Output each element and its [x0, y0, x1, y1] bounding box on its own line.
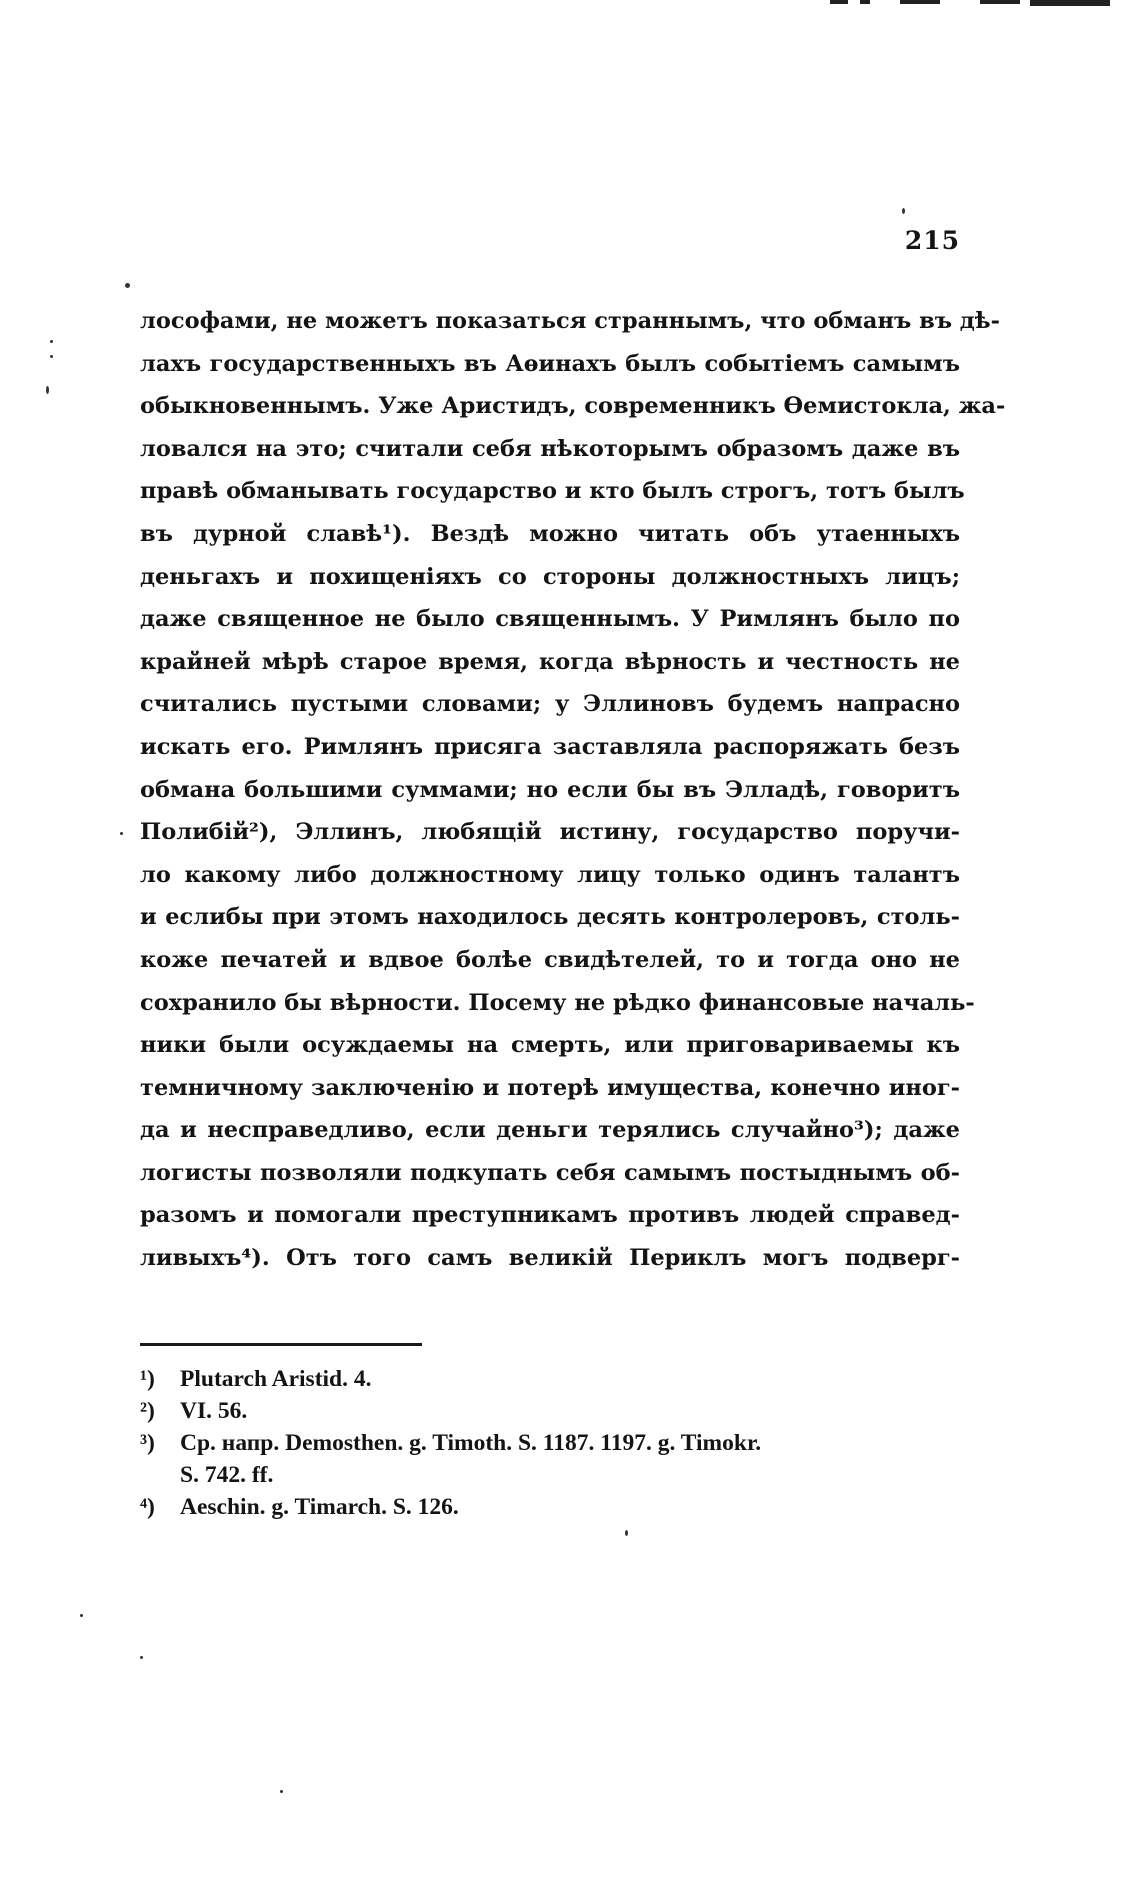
- scan-speck: [46, 386, 49, 394]
- text-line: правѣ обманывать государство и кто былъ строгъ, тотъ былъ: [140, 478, 965, 505]
- text-line: считались пустыми словами; у Эллиновъ будемъ напрасно: [140, 691, 960, 718]
- page-number: 215: [904, 226, 960, 255]
- footnote-text: Aeschin. g. Timarch. S. 126.: [180, 1494, 459, 1520]
- text-line: искать его. Римлянъ присяга заставляла распоряжать безъ: [140, 733, 960, 760]
- scan-speck: [625, 1530, 628, 1536]
- text-line: да и несправедливо, если деньги терялись случайно³); даже: [140, 1117, 960, 1144]
- footnote-mark: ²): [140, 1398, 155, 1424]
- text-line: сохранило бы вѣрности. Посему не рѣдко финансовые началь-: [140, 989, 975, 1016]
- footnote-text: VI. 56.: [180, 1398, 248, 1424]
- text-line: лософами, не можетъ показаться страннымъ, что обманъ въ дѣ-: [140, 308, 1000, 334]
- text-line: деньгахъ и похищенiяхъ со стороны должностныхъ лицъ;: [140, 563, 960, 590]
- footnote: [140, 1427, 960, 1459]
- footnote-continuation: [140, 1459, 960, 1491]
- scan-speck: [125, 283, 130, 288]
- text-line: и еслибы при этомъ находилось десять контролеровъ, столь-: [140, 904, 960, 931]
- text-line: крайней мѣрѣ старое время, когда вѣрность и честность не: [140, 648, 960, 675]
- footnote-mark: ⁴): [140, 1494, 155, 1520]
- text-line: обмана большими суммами; но если бы въ Элладѣ, говоритъ: [140, 776, 960, 803]
- text-line: лахъ государственныхъ въ Аѳинахъ былъ событiемъ самымъ: [140, 350, 960, 377]
- footnote-mark: ³): [140, 1430, 155, 1456]
- text-line: коже печатей и вдвое болѣе свидѣтелей, то и тогда оно не: [140, 946, 960, 973]
- text-line: въ дурной славѣ¹). Вездѣ можно читать объ утаенныхъ: [140, 520, 960, 547]
- footnote-text: Ср. напр. Demosthen. g. Timoth. S. 1187. 1197. g. Timokr.: [180, 1430, 762, 1456]
- text-line: разомъ и помогали преступникамъ противъ людей справед-: [140, 1202, 960, 1229]
- body-text: [140, 300, 1006, 1280]
- scan-speck: [140, 1656, 143, 1659]
- text-line: обыкновеннымъ. Уже Аристидъ, современникъ Ѳемистокла, жа-: [140, 393, 1006, 420]
- text-line: логисты позволяли подкупать себя самымъ постыднымъ об-: [140, 1159, 960, 1186]
- scan-speck: [50, 355, 53, 358]
- text-line: темничному заключенiю и потерѣ имущества, конечно иног-: [140, 1074, 960, 1101]
- footnote: [140, 1395, 960, 1427]
- scan-edge-mark: [830, 0, 1120, 8]
- footnote: [140, 1491, 960, 1523]
- footnote-mark: ¹): [140, 1366, 155, 1392]
- footnotes: [140, 1363, 960, 1523]
- scan-speck: [120, 832, 123, 835]
- footnote-separator: [140, 1343, 422, 1346]
- footnote-text: Plutarch Aristid. 4.: [180, 1366, 372, 1392]
- text-line: ливыхъ⁴). Отъ того самъ великiй Периклъ могъ подверг-: [140, 1245, 960, 1272]
- text-line: ники были осуждаемы на смерть, или приговариваемы къ: [140, 1032, 960, 1059]
- text-line: Полибiй²), Эллинъ, любящiй истину, государство поручи-: [140, 819, 960, 846]
- scan-speck: [80, 1614, 83, 1617]
- scan-speck: [280, 1790, 283, 1793]
- scan-speck: [50, 340, 53, 343]
- footnote-text: S. 742. ff.: [180, 1462, 274, 1488]
- text-line: ловался на это; считали себя нѣкоторымъ образомъ даже въ: [140, 435, 960, 462]
- text-line: даже священное не было священнымъ. У Римлянъ было по: [140, 606, 960, 633]
- footnote: [140, 1363, 960, 1395]
- text-line: ло какому либо должностному лицу только одинъ талантъ: [140, 861, 960, 888]
- scan-speck: [902, 208, 905, 214]
